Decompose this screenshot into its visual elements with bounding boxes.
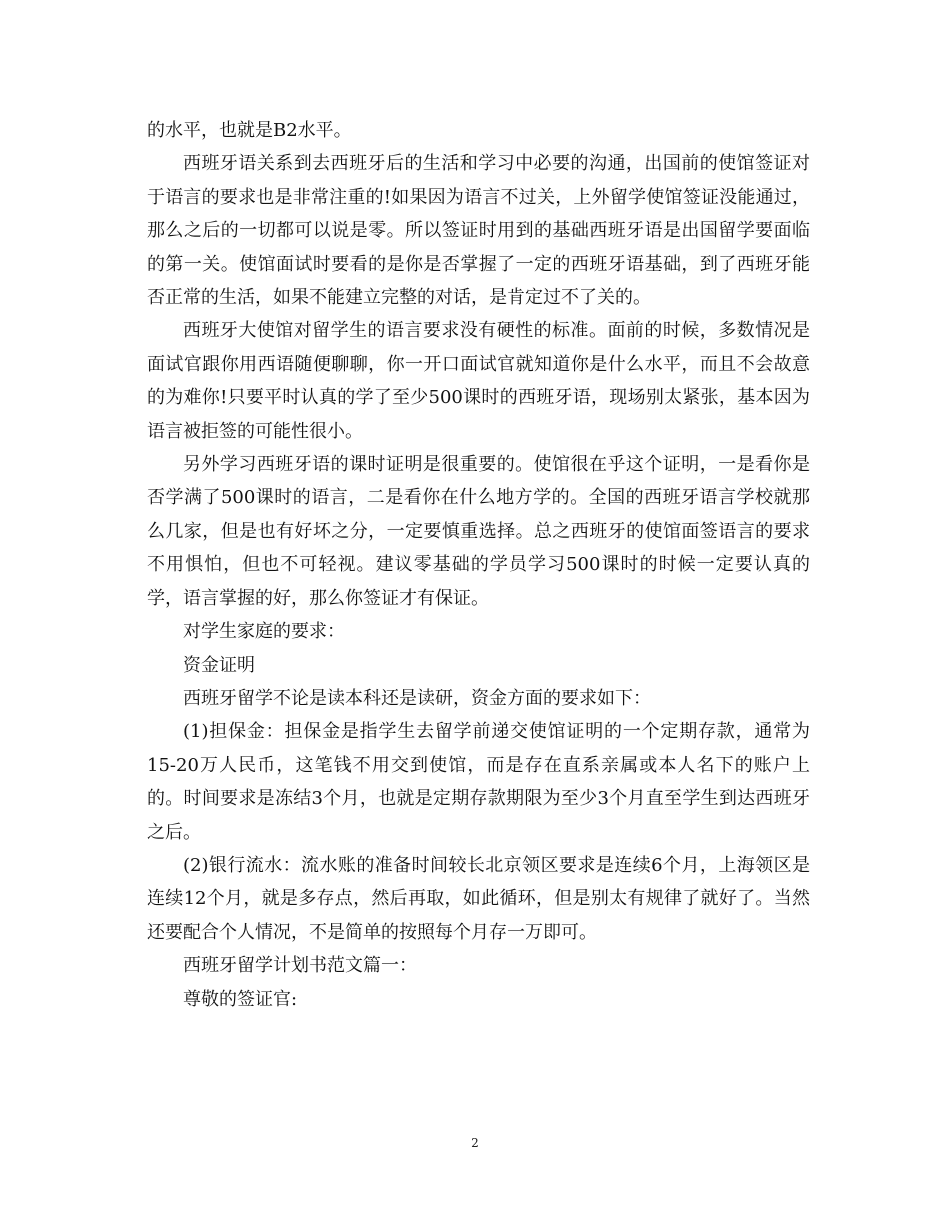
paragraph-deposit: (1)担保金：担保金是指学生去留学前递交使馆证明的一个定期存款，通常为15-20万人民币，这笔钱不用交到使馆，而是存在直系亲属或本人名下的账户上的。时间要求是冻结3个月，也就是定期存款期限为至少3个月直至学生到达西班牙之后。 — [147, 721, 810, 843]
paragraph-language-importance: 西班牙语关系到去西班牙后的生活和学习中必要的沟通，出国前的使馆签证对于语言的要求也是非常注重的!如果因为语言不过关，上外留学使馆签证没能通过，那么之后的一切都可以说是零。所以签证时用到的基础西班牙语是出国留学要面临的第一关。使馆面试时要看的是你是否掌握了一定的西班牙语基础，到了西班牙能否正常的生活，如果不能建立完整的对话，是肯定过不了关的。 — [147, 153, 810, 309]
paragraph-family-requirements: 对学生家庭的要求： — [183, 621, 345, 643]
paragraph-course-hours-certificate: 另外学习西班牙语的课时证明是很重要的。使馆很在乎这个证明，一是看你是否学满了500课时的语言，二是看你在什么地方学的。全国的西班牙语言学校就那么几家，但是也有好坏之分，一定要慎重选择。总之西班牙的使馆面签语言的要求不用惧怕，但也不可轻视。建议零基础的学员学习500课时的时候一定要认真的学，语言掌握的好，那么你签证才有保证。 — [147, 454, 810, 609]
page-number: 2 — [471, 1136, 479, 1150]
paragraph-funding-intro: 西班牙留学不论是读本科还是读研，资金方面的要求如下： — [183, 687, 651, 709]
paragraph-bank-statement: (2)银行流水：流水账的准备时间较长北京领区要求是连续6个月，上海领区是连续12个月，就是多存点，然后再取，如此循环，但是别太有规律了就好了。当然还要配合个人情况，不是简单的按照每个月存一万即可。 — [147, 854, 810, 943]
paragraph-embassy-language-standard: 西班牙大使馆对留学生的语言要求没有硬性的标准。面前的时候，多数情况是面试官跟你用西语随便聊聊，你一开口面试官就知道你是什么水平，而且不会故意的为难你!只要平时认真的学了至少500课时的西班牙语，现场别太紧张，基本因为语言被拒签的可能性很小。 — [147, 320, 810, 442]
paragraph-study-plan-heading: 西班牙留学计划书范文篇一： — [183, 955, 417, 977]
paragraph-funding-proof: 资金证明 — [183, 654, 255, 676]
paragraph-salutation: 尊敬的签证官: — [183, 988, 298, 1010]
document-body — [147, 114, 810, 1016]
paragraph-continuation: 的水平，也就是B2水平。 — [147, 120, 352, 141]
